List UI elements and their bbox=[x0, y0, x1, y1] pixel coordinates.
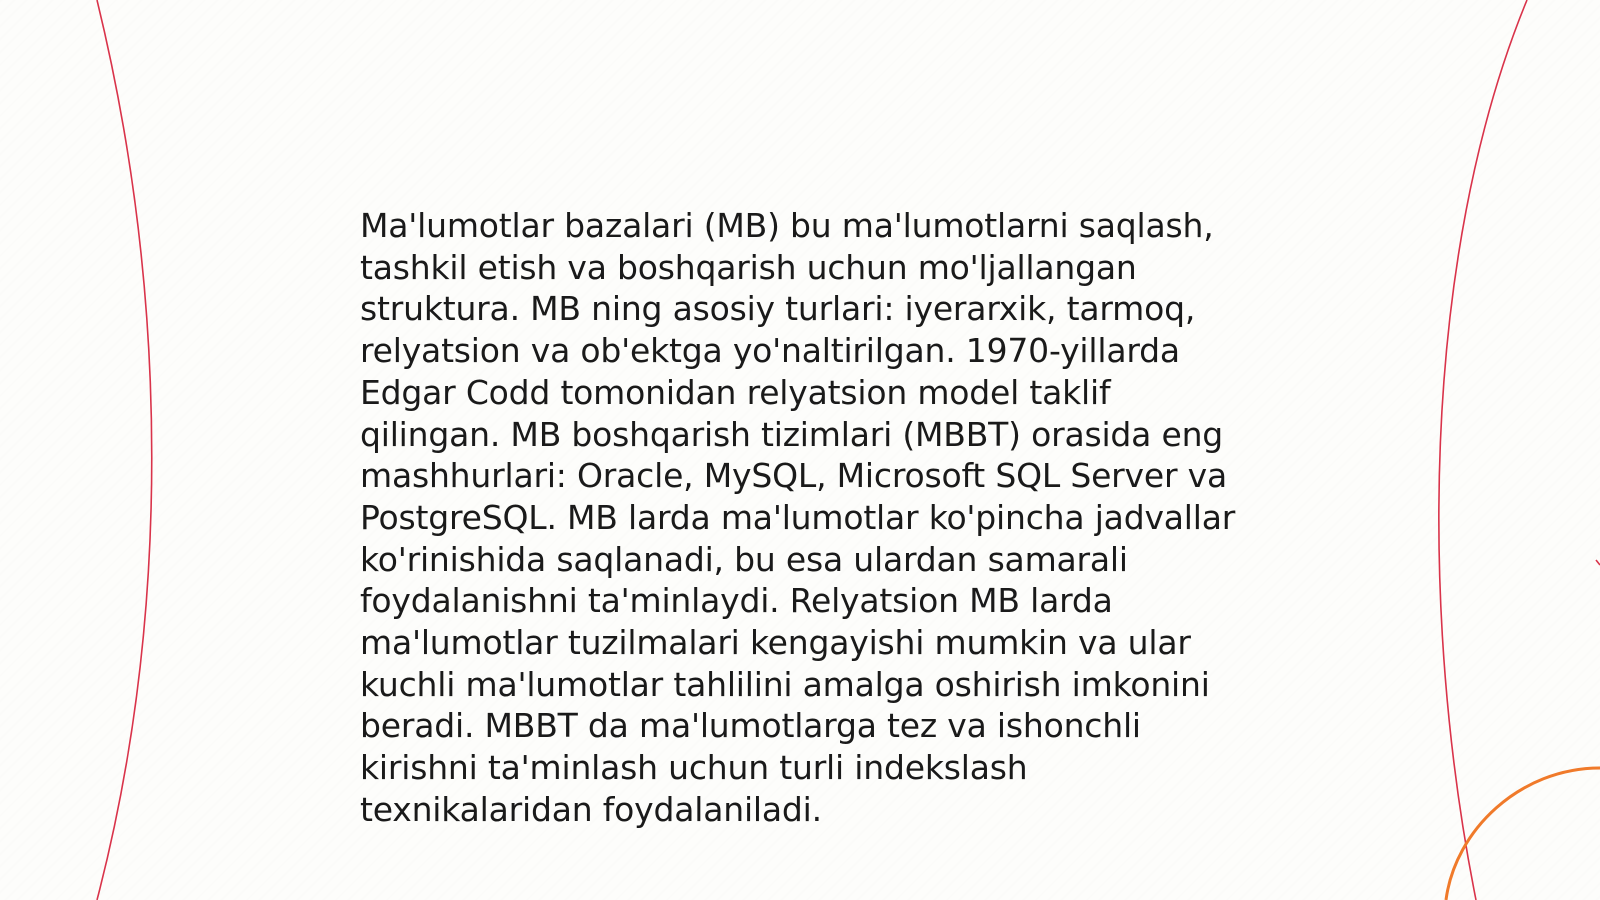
body-paragraph: Ma'lumotlar bazalari (MB) bu ma'lumotlarni saqlash, tashkil etish va boshqarish uchun mo'ljallangan struktura. MB ning asosiy turlari: iyerarxik, tarmoq, relyatsion va ob'ektga yo'naltirilgan. 1970-yillarda Edgar Codd tomonidan relyatsion model taklif qilingan. MB boshqarish tizimlari (MBBT) orasida eng mashhurlari: Oracle, MySQL, Microsoft SQL Server va PostgreSQL. MB larda ma'lumotlar ko'pincha jadvallar ko'rinishida saqlanadi, bu esa ulardan samarali foydalanishni ta'minlaydi. Relyatsion MB larda ma'lumotlar tuzilmalari kengayishi mumkin va ular kuchli ma'lumotlar tahlilini amalga oshirish imkonini beradi. MBBT da ma'lumotlarga tez va ishonchli kirishni ta'minlash uchun turli indekslash texnikalaridan foydalaniladi. bbox=[360, 206, 1236, 829]
left-curve-line bbox=[97, 0, 152, 900]
right-edge-tick bbox=[1596, 560, 1600, 565]
right-curve-line bbox=[1439, 0, 1527, 900]
orange-arc bbox=[1446, 768, 1600, 900]
